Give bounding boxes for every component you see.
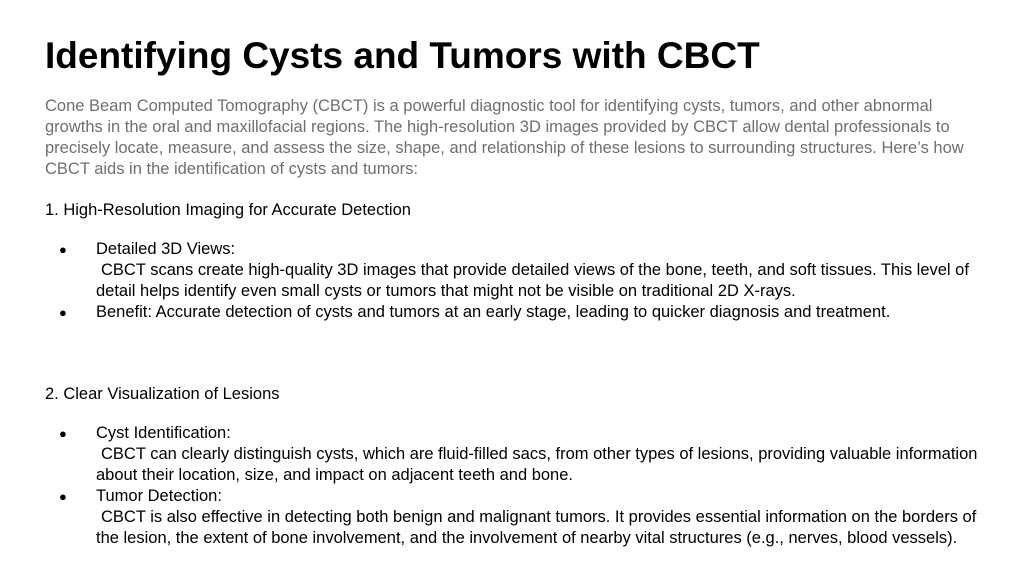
list-item <box>45 302 980 323</box>
bullet-dot-icon: ● <box>59 305 67 320</box>
section-heading: 2. Clear Visualization of Lesions <box>45 385 280 403</box>
bullet-heading: Tumor Detection: <box>96 487 222 505</box>
list-item <box>45 239 980 302</box>
section-heading: 1. High-Resolution Imaging for Accurate Detection <box>45 201 411 219</box>
bullet-dot-icon: ● <box>59 426 67 441</box>
bullet-dot-icon: ● <box>59 489 67 504</box>
page-title: Identifying Cysts and Tumors with CBCT <box>45 35 760 76</box>
list-item <box>45 486 980 549</box>
bullet-body: CBCT can clearly distinguish cysts, which are fluid-filled sacs, from other types of lesions, providing valuable information about their location, size, and impact on adjacent teeth and bone. <box>96 445 978 484</box>
list-item <box>45 423 980 486</box>
bullet-list <box>45 239 980 323</box>
bullet-body: CBCT is also effective in detecting both benign and malignant tumors. It provides essential information on the borders of the lesion, the extent of bone involvement, and the involvement of nearby vital structures (e.g., nerves, blood vessels). <box>96 508 977 547</box>
bullet-list <box>45 423 980 549</box>
bullet-body: CBCT scans create high-quality 3D images that provide detailed views of the bone, teeth, and soft tissues. This level of detail helps identify even small cysts or tumors that might not be visible on traditional 2D X-rays. <box>96 261 969 300</box>
intro-paragraph: Cone Beam Computed Tomography (CBCT) is a powerful diagnostic tool for identifying cysts, tumors, and other abnormal growths in the oral and maxillofacial regions. The high-resolution 3D images provided by CBCT allow dental professionals to precisely locate, measure, and assess the size, shape, and relationship of these lesions to surrounding structures. Here’s how CBCT aids in the identification of cysts and tumors: <box>45 97 964 178</box>
bullet-heading: Detailed 3D Views: <box>96 240 236 258</box>
bullet-heading: Cyst Identification: <box>96 424 231 442</box>
bullet-heading: Benefit: Accurate detection of cysts and tumors at an early stage, leading to quicker diagnosis and treatment. <box>96 303 891 321</box>
bullet-dot-icon: ● <box>59 242 67 257</box>
